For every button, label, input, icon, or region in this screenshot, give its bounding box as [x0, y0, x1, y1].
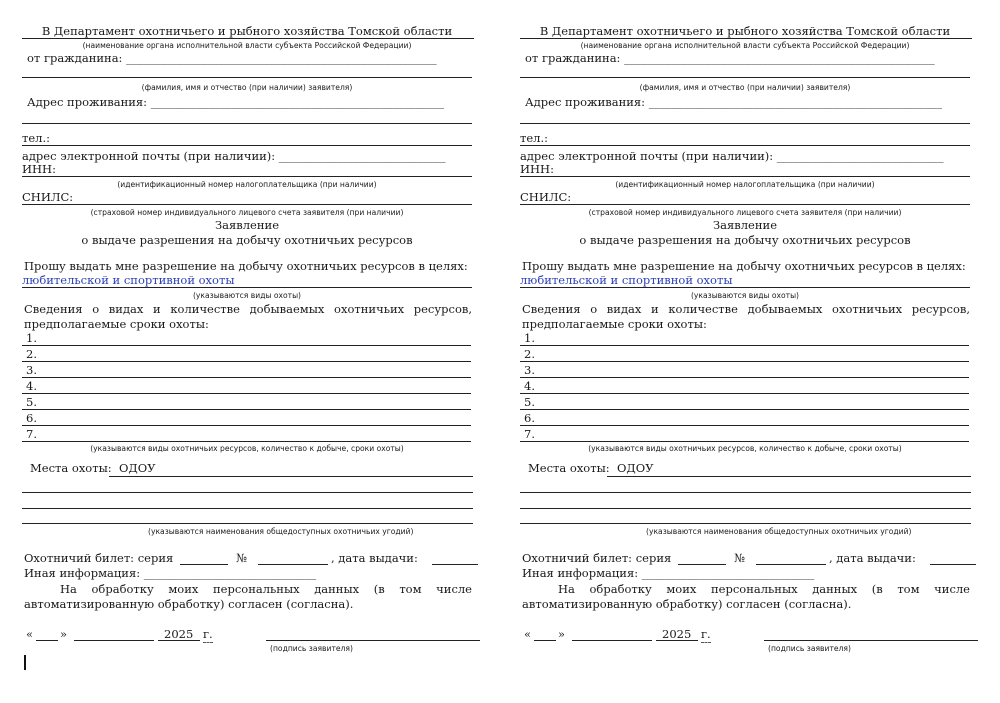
date-month-line[interactable] [572, 640, 652, 641]
snils-hint: (страховой номер индивидуального лицевого счета заявителя (при наличии) [90, 208, 404, 217]
phone-label[interactable]: тел.: [22, 131, 51, 145]
signature-line[interactable] [266, 640, 480, 641]
species-item-number: 2. [26, 347, 37, 361]
purpose-line[interactable] [520, 287, 970, 288]
ticket-number-line[interactable] [756, 564, 826, 565]
places-hint: (указываются наименования общедоступных охотничьих угодий) [148, 527, 414, 536]
species-item-line[interactable] [520, 377, 969, 378]
species-item-line[interactable] [520, 409, 969, 410]
consent-text-line-1: На обработку моих персональных данных (в том числе [60, 582, 472, 596]
places-hint: (указываются наименования общедоступных охотничьих угодий) [646, 527, 912, 536]
hunting-purpose-value[interactable]: любительской и спортивной охоты [22, 273, 235, 287]
date-day-line[interactable] [36, 640, 58, 641]
date-year-value[interactable]: 2025 [164, 627, 194, 641]
places-line-3[interactable] [22, 508, 473, 509]
phone-line[interactable] [520, 145, 970, 146]
species-item-number: 7. [524, 427, 535, 441]
consent-text-line-1: На обработку моих персональных данных (в том числе [558, 582, 970, 596]
places-line-2[interactable] [520, 492, 971, 493]
date-year-line [158, 640, 200, 641]
date-open-quote: « [26, 627, 34, 641]
from-citizen-label[interactable]: от гражданина: ______________________________________________________ [525, 51, 935, 65]
hunting-purpose-value[interactable]: любительской и спортивной охоты [520, 273, 733, 287]
application-title: Заявление [215, 218, 279, 232]
species-item-number: 6. [26, 411, 37, 425]
address-line[interactable] [22, 123, 472, 124]
species-item-number: 2. [524, 347, 535, 361]
snils-line[interactable] [520, 204, 970, 205]
name-line[interactable] [22, 77, 472, 78]
purpose-line[interactable] [22, 287, 472, 288]
species-item-line[interactable] [22, 361, 471, 362]
purpose-hint: (указываются виды охоты) [192, 291, 302, 300]
phone-label[interactable]: тел.: [520, 131, 549, 145]
species-item-line[interactable] [22, 377, 471, 378]
address-label[interactable]: Адрес проживания: ___________________________________________________ [27, 95, 444, 109]
date-close-quote: » [558, 627, 566, 641]
name-line[interactable] [520, 77, 970, 78]
inn-line[interactable] [22, 176, 472, 177]
species-item-line[interactable] [22, 409, 471, 410]
species-hint: (указываются виды охотничьих ресурсов, количество к добыче, сроки охоты) [588, 444, 902, 453]
species-item-number: 1. [524, 331, 535, 345]
department-underline [520, 38, 972, 39]
name-hint: (фамилия, имя и отчество (при наличии) заявителя) [639, 83, 851, 92]
signature-line[interactable] [764, 640, 978, 641]
species-item-number: 4. [26, 379, 37, 393]
species-item-line[interactable] [520, 393, 969, 394]
application-form-left [22, 0, 482, 703]
hunting-places-value[interactable]: ОДОУ [617, 461, 654, 475]
ticket-date-label: , дата выдачи: [829, 551, 916, 565]
email-label[interactable]: адрес электронной почты (при наличии): _____________________________ [520, 149, 944, 163]
species-text-line-1: Сведения о видах и количестве добываемых охотничьих ресурсов, [522, 302, 970, 316]
purpose-hint: (указываются виды охоты) [690, 291, 800, 300]
places-line-3[interactable] [520, 508, 971, 509]
species-text-line-2: предполагаемые сроки охоты: [522, 317, 707, 331]
department-underline [22, 38, 474, 39]
ticket-date-line[interactable] [432, 564, 478, 565]
species-item-number: 6. [524, 411, 535, 425]
species-item-number: 5. [524, 395, 535, 409]
species-item-number: 7. [26, 427, 37, 441]
address-line[interactable] [520, 123, 970, 124]
ticket-series-line[interactable] [678, 564, 726, 565]
inn-label[interactable]: ИНН: [520, 162, 554, 176]
hunting-places-label: Места охоты: [528, 461, 610, 475]
species-item-number: 3. [524, 363, 535, 377]
species-item-line[interactable] [520, 361, 969, 362]
date-open-quote: « [524, 627, 532, 641]
phone-line[interactable] [22, 145, 472, 146]
species-item-number: 4. [524, 379, 535, 393]
email-label[interactable]: адрес электронной почты (при наличии): _____________________________ [22, 149, 446, 163]
department-hint: (наименование органа исполнительной власти субъекта Российской Федерации) [580, 41, 910, 50]
date-month-line[interactable] [74, 640, 154, 641]
snils-line[interactable] [22, 204, 472, 205]
consent-text-line-2: автоматизированную обработку) согласен (согласна). [522, 597, 852, 611]
ticket-date-label: , дата выдачи: [331, 551, 418, 565]
date-year-line [656, 640, 698, 641]
species-hint: (указываются виды охотничьих ресурсов, количество к добыче, сроки охоты) [90, 444, 404, 453]
application-form-right [520, 0, 980, 703]
request-text: Прошу выдать мне разрешение на добычу охотничьих ресурсов в целях: [522, 259, 966, 273]
snils-hint: (страховой номер индивидуального лицевого счета заявителя (при наличии) [588, 208, 902, 217]
department-hint: (наименование органа исполнительной власти субъекта Российской Федерации) [82, 41, 412, 50]
from-citizen-label[interactable]: от гражданина: ______________________________________________________ [27, 51, 437, 65]
ticket-date-line[interactable] [930, 564, 976, 565]
request-text: Прошу выдать мне разрешение на добычу охотничьих ресурсов в целях: [24, 259, 468, 273]
inn-label[interactable]: ИНН: [22, 162, 56, 176]
ticket-series-line[interactable] [180, 564, 228, 565]
inn-line[interactable] [520, 176, 970, 177]
species-item-line[interactable] [520, 441, 969, 442]
text-cursor [24, 655, 26, 670]
other-info-label[interactable]: Иная информация: ______________________________ [522, 566, 815, 580]
places-line-4[interactable] [22, 523, 473, 524]
hunting-places-label: Места охоты: [30, 461, 112, 475]
date-day-line[interactable] [534, 640, 556, 641]
species-item-number: 3. [26, 363, 37, 377]
species-item-line[interactable] [520, 425, 969, 426]
places-line-1[interactable] [607, 476, 971, 477]
species-text-line-2: предполагаемые сроки охоты: [24, 317, 209, 331]
application-subtitle: о выдаче разрешения на добычу охотничьих ресурсов [81, 233, 413, 247]
hunting-ticket-series-label: Охотничий билет: серия [522, 551, 672, 565]
date-close-quote: » [60, 627, 68, 641]
spellcheck-mark [203, 642, 213, 643]
species-item-line[interactable] [22, 441, 471, 442]
ticket-number-line[interactable] [258, 564, 328, 565]
species-item-line[interactable] [520, 345, 969, 346]
inn-hint: (идентификационный номер налогоплательщика (при наличии) [615, 180, 875, 189]
species-text-line-1: Сведения о видах и количестве добываемых охотничьих ресурсов, [24, 302, 472, 316]
signature-hint: (подпись заявителя) [768, 644, 851, 653]
species-item-line[interactable] [22, 345, 471, 346]
ticket-number-label: № [734, 551, 745, 565]
species-item-number: 1. [26, 331, 37, 345]
other-info-label[interactable]: Иная информация: ______________________________ [24, 566, 317, 580]
ticket-number-label: № [236, 551, 247, 565]
application-title: Заявление [713, 218, 777, 232]
places-line-4[interactable] [520, 523, 971, 524]
date-year-suffix: г. [203, 627, 213, 641]
inn-hint: (идентификационный номер налогоплательщика (при наличии) [117, 180, 377, 189]
application-subtitle: о выдаче разрешения на добычу охотничьих ресурсов [579, 233, 911, 247]
spellcheck-mark [701, 642, 711, 643]
hunting-ticket-series-label: Охотничий билет: серия [24, 551, 174, 565]
signature-hint: (подпись заявителя) [270, 644, 353, 653]
name-hint: (фамилия, имя и отчество (при наличии) заявителя) [141, 83, 353, 92]
date-year-suffix: г. [701, 627, 711, 641]
species-item-line[interactable] [22, 425, 471, 426]
species-item-line[interactable] [22, 393, 471, 394]
snils-label[interactable]: СНИЛС: [22, 190, 74, 204]
date-year-value[interactable]: 2025 [662, 627, 692, 641]
department-title: В Департамент охотничьего и рыбного хозяйства Томской области [539, 24, 951, 38]
species-item-number: 5. [26, 395, 37, 409]
places-line-1[interactable] [109, 476, 473, 477]
department-title: В Департамент охотничьего и рыбного хозяйства Томской области [41, 24, 453, 38]
hunting-places-value[interactable]: ОДОУ [119, 461, 156, 475]
snils-label[interactable]: СНИЛС: [520, 190, 572, 204]
address-label[interactable]: Адрес проживания: ___________________________________________________ [525, 95, 942, 109]
consent-text-line-2: автоматизированную обработку) согласен (согласна). [24, 597, 354, 611]
places-line-2[interactable] [22, 492, 473, 493]
